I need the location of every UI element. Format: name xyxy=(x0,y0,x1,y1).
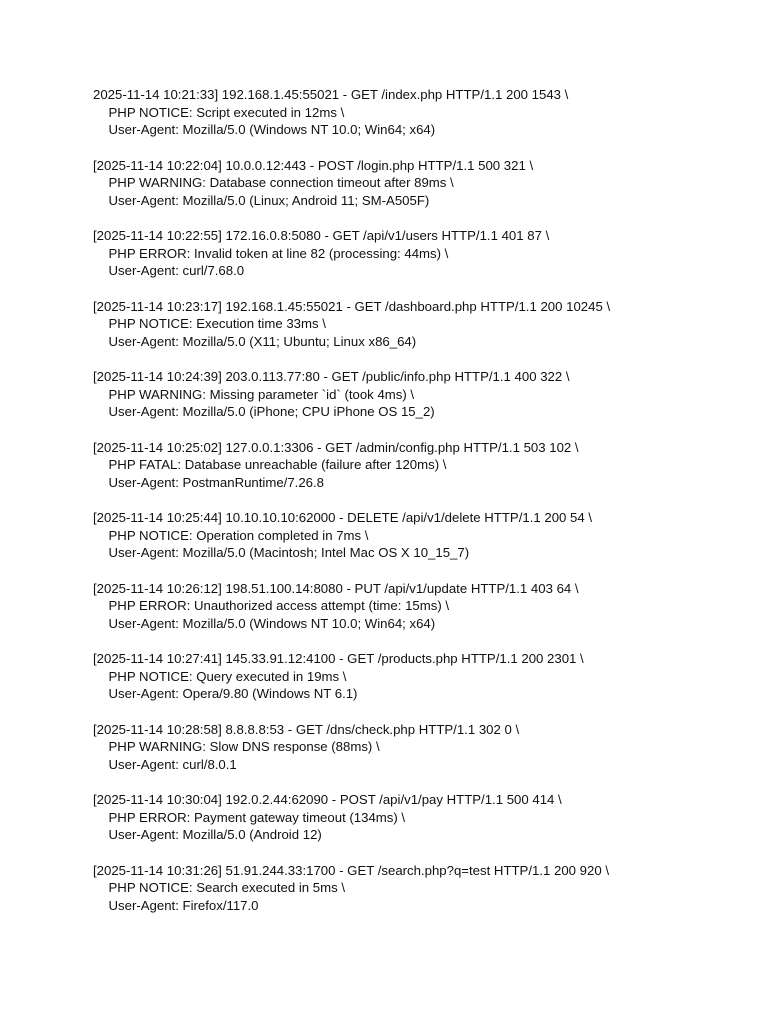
log-message-line: PHP NOTICE: Search executed in 5ms \ xyxy=(108,880,345,896)
log-user-agent-line: User-Agent: Mozilla/5.0 (Windows NT 10.0; Win64; x64) xyxy=(108,615,436,631)
log-entry xyxy=(93,721,753,774)
log-user-agent-line: User-Agent: Mozilla/5.0 (iPhone; CPU iPhone OS 15_2) xyxy=(108,404,435,420)
log-entry xyxy=(93,650,753,703)
log-message-line: PHP WARNING: Slow DNS response (88ms) \ xyxy=(108,739,380,755)
log-message-line: PHP NOTICE: Execution time 33ms \ xyxy=(108,316,326,332)
log-entry xyxy=(93,227,753,280)
log-user-agent-line: User-Agent: curl/8.0.1 xyxy=(108,756,237,772)
log-message-line: PHP ERROR: Payment gateway timeout (134ms) \ xyxy=(108,809,406,825)
log-message-line: PHP NOTICE: Operation completed in 7ms \ xyxy=(108,527,369,543)
log-message-line: PHP ERROR: Invalid token at line 82 (processing: 44ms) \ xyxy=(108,245,449,261)
log-user-agent-line: User-Agent: Opera/9.80 (Windows NT 6.1) xyxy=(108,686,358,702)
log-user-agent-line: User-Agent: Mozilla/5.0 (Macintosh; Intel Mac OS X 10_15_7) xyxy=(108,545,470,561)
log-entry xyxy=(93,791,753,844)
log-entry xyxy=(93,439,753,492)
log-user-agent-line: User-Agent: Mozilla/5.0 (X11; Ubuntu; Linux x86_64) xyxy=(108,333,417,349)
log-document xyxy=(93,86,753,932)
log-message-line: PHP ERROR: Unauthorized access attempt (time: 15ms) \ xyxy=(108,598,450,614)
log-entry xyxy=(93,580,753,633)
log-user-agent-line: User-Agent: Mozilla/5.0 (Windows NT 10.0; Win64; x64) xyxy=(108,122,436,138)
log-request-line: 2025-11-14 10:21:33] 192.168.1.45:55021 - GET /index.php HTTP/1.1 200 1543 \ xyxy=(93,87,569,102)
log-message-line: PHP WARNING: Missing parameter `id` (took 4ms) \ xyxy=(108,386,415,402)
log-entry xyxy=(93,298,753,351)
log-user-agent-line: User-Agent: PostmanRuntime/7.26.8 xyxy=(108,474,325,490)
log-request-line: [2025-11-14 10:26:12] 198.51.100.14:8080 - PUT /api/v1/update HTTP/1.1 403 64 \ xyxy=(93,580,579,596)
log-request-line: [2025-11-14 10:31:26] 51.91.244.33:1700 - GET /search.php?q=test HTTP/1.1 200 920 \ xyxy=(93,862,610,878)
log-entry xyxy=(93,509,753,562)
log-entry xyxy=(93,862,753,915)
log-user-agent-line: User-Agent: Mozilla/5.0 (Linux; Android 11; SM-A505F) xyxy=(108,192,430,208)
log-message-line: PHP NOTICE: Script executed in 12ms \ xyxy=(108,104,345,120)
log-request-line: [2025-11-14 10:27:41] 145.33.91.12:4100 - GET /products.php HTTP/1.1 200 2301 \ xyxy=(93,651,584,666)
log-message-line: PHP NOTICE: Query executed in 19ms \ xyxy=(108,668,347,684)
log-request-line: [2025-11-14 10:28:58] 8.8.8.8:53 - GET /dns/check.php HTTP/1.1 302 0 \ xyxy=(93,721,520,737)
log-request-line: [2025-11-14 10:22:55] 172.16.0.8:5080 - GET /api/v1/users HTTP/1.1 401 87 \ xyxy=(93,228,550,243)
log-user-agent-line: User-Agent: Mozilla/5.0 (Android 12) xyxy=(108,827,322,843)
log-entry xyxy=(93,368,753,421)
log-request-line: [2025-11-14 10:23:17] 192.168.1.45:55021 - GET /dashboard.php HTTP/1.1 200 10245 \ xyxy=(93,298,611,314)
log-request-line: [2025-11-14 10:25:44] 10.10.10.10:62000 - DELETE /api/v1/delete HTTP/1.1 200 54 \ xyxy=(93,510,593,525)
log-entry xyxy=(93,86,753,139)
log-request-line: [2025-11-14 10:22:04] 10.0.0.12:443 - POST /login.php HTTP/1.1 500 321 \ xyxy=(93,157,534,173)
log-user-agent-line: User-Agent: Firefox/117.0 xyxy=(108,897,259,913)
log-message-line: PHP FATAL: Database unreachable (failure after 120ms) \ xyxy=(108,457,447,473)
log-entry xyxy=(93,157,753,210)
log-request-line: [2025-11-14 10:25:02] 127.0.0.1:3306 - GET /admin/config.php HTTP/1.1 503 102 \ xyxy=(93,439,579,455)
log-request-line: [2025-11-14 10:30:04] 192.0.2.44:62090 - POST /api/v1/pay HTTP/1.1 500 414 \ xyxy=(93,792,562,807)
log-request-line: [2025-11-14 10:24:39] 203.0.113.77:80 - GET /public/info.php HTTP/1.1 400 322 \ xyxy=(93,369,570,384)
log-message-line: PHP WARNING: Database connection timeout after 89ms \ xyxy=(108,175,454,191)
log-user-agent-line: User-Agent: curl/7.68.0 xyxy=(108,263,245,279)
